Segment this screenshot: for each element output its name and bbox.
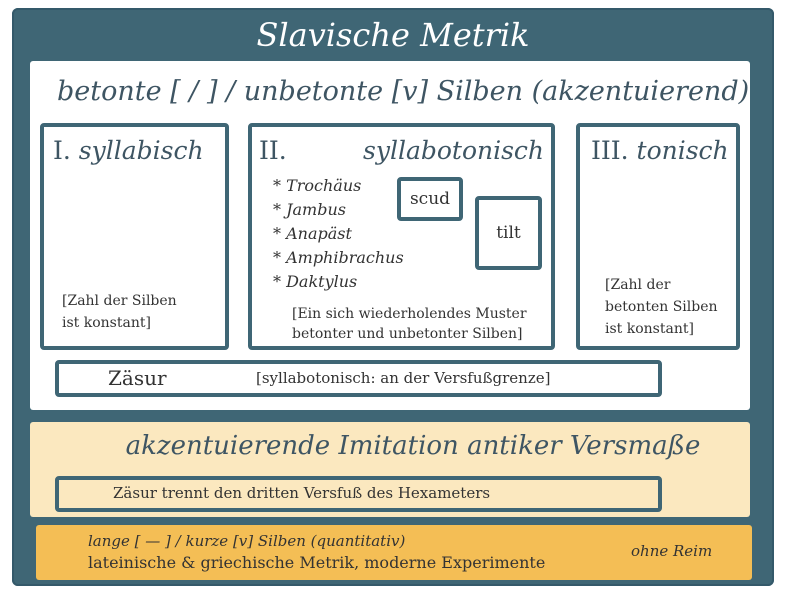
accentual-heading: betonte [ / ] / unbetonte [v] Silben (akzentuierend)	[57, 76, 750, 107]
syllabotonic-name-text: syllabotonisch	[363, 136, 545, 165]
caesura-label: Zäsur	[108, 366, 167, 390]
tonic-note	[605, 274, 718, 340]
syllabic-name: syllabisch	[78, 136, 204, 165]
syllabic-number: I.	[53, 136, 71, 165]
meter-item: * Anapäst	[273, 224, 352, 243]
tonic-note-line: [Zahl der	[605, 277, 671, 293]
imitation-title: akzentuierende Imitation antiker Versmaße	[125, 431, 701, 461]
meter-item: * Trochäus	[273, 176, 362, 195]
syllabotonic-note	[292, 304, 527, 344]
syllabotonic-note-line: [Ein sich wiederholendes Muster	[292, 306, 527, 322]
hexameter-note: Zäsur trennt den dritten Versfuß des Hexameters	[113, 484, 491, 502]
syllabotonic-name	[363, 136, 544, 165]
meter-item: * Daktylus	[273, 272, 358, 291]
syllabotonic-number: II.	[259, 136, 287, 165]
syllabic-note-line: [Zahl der Silben	[62, 293, 177, 309]
scud-box: scud	[397, 177, 463, 221]
syllabic-note	[62, 290, 177, 334]
syllabotonic-note-line: betonter und unbetonter Silben]	[292, 326, 523, 342]
no-rhyme-label: ohne Reim	[631, 542, 713, 560]
tonic-name: tonisch	[636, 136, 729, 165]
tonic-title	[591, 136, 729, 165]
syllabic-note-line: ist konstant]	[62, 315, 151, 331]
caesura-note: [syllabotonisch: an der Versfußgrenze]	[256, 369, 551, 387]
quantitative-heading: lange [ — ] / kurze [v] Silben (quantitativ)	[88, 532, 406, 550]
quantitative-description: lateinische & griechische Metrik, moderne Experimente	[88, 553, 546, 572]
tonic-number: III.	[591, 136, 629, 165]
tonic-note-line: betonten Silben	[605, 299, 718, 315]
diagram-title: Slavische Metrik	[256, 16, 530, 54]
meter-item: * Jambus	[273, 200, 346, 219]
meter-list	[273, 174, 404, 294]
tonic-note-line: ist konstant]	[605, 321, 694, 337]
tilt-box: tilt	[475, 196, 542, 270]
meter-item: * Amphibrachus	[273, 248, 404, 267]
syllabic-title	[53, 136, 204, 165]
